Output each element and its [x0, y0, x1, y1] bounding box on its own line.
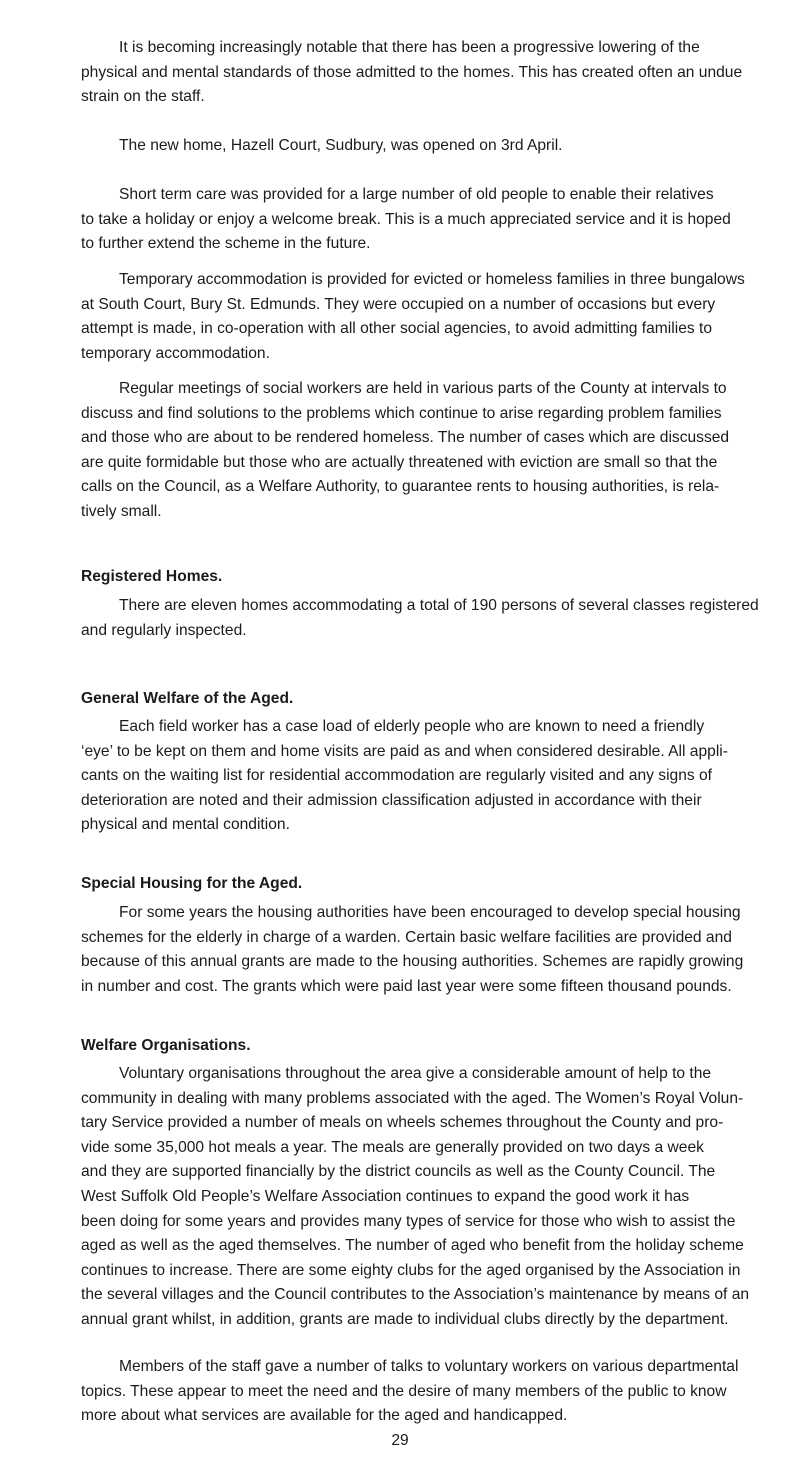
text-line: There are eleven homes accommodating a total of 190 persons of several classes registered [119, 597, 759, 614]
paragraph-general-welfare [81, 715, 753, 838]
section-heading-special-housing: Special Housing for the Aged. [81, 875, 303, 892]
text-line: schemes for the elderly in charge of a warden. Certain basic welfare facilities are provided and [81, 928, 732, 946]
text-line: tively small. [81, 502, 162, 520]
text-line: ‘eye’ to be kept on them and home visits are paid as and when considered desirable. All appli- [81, 742, 728, 760]
text-line: physical and mental standards of those admitted to the homes. This has created often an undue [81, 63, 743, 81]
text-line: and those who are about to be rendered homeless. The number of cases which are discussed [81, 429, 730, 447]
paragraph-staff-talks [81, 1355, 753, 1429]
text-line: to further extend the scheme in the future. [81, 235, 371, 253]
text-line: strain on the staff. [81, 88, 205, 106]
text-line: more about what services are available for the aged and handicapped. [81, 1407, 568, 1425]
text-line: annual grant whilst, in addition, grants are made to individual clubs directly by the department. [81, 1310, 729, 1328]
paragraph-lowering-standards [81, 36, 753, 110]
text-line: and regularly inspected. [81, 621, 247, 639]
text-line: Members of the staff gave a number of talks to voluntary workers on various departmental [119, 1358, 739, 1375]
paragraph-regular-meetings [81, 377, 753, 525]
paragraph-hazell-court [81, 134, 753, 159]
text-line: Each field worker has a case load of elderly people who are known to need a friendly [119, 718, 705, 735]
text-line: attempt is made, in co-operation with all other social agencies, to avoid admitting families to [81, 320, 712, 338]
text-line: The new home, Hazell Court, Sudbury, was opened on 3rd April. [119, 137, 563, 154]
text-line: Regular meetings of social workers are held in various parts of the County at intervals to [119, 380, 727, 397]
paragraph-welfare-organisations [81, 1062, 753, 1333]
text-line: discuss and find solutions to the problems which continue to arise regarding problem families [81, 404, 722, 422]
text-line: because of this annual grants are made to the housing authorities. Schemes are rapidly growing [81, 953, 744, 971]
text-line: Voluntary organisations throughout the area give a considerable amount of help to the [119, 1065, 712, 1082]
text-line: calls on the Council, as a Welfare Authority, to guarantee rents to housing authorities, is rela- [81, 478, 720, 496]
text-line: Short term care was provided for a large number of old people to enable their relatives [119, 186, 714, 203]
paragraph-short-term-care [81, 183, 753, 257]
paragraph-temporary-accommodation [81, 268, 753, 366]
page-number: 29 [391, 1432, 409, 1449]
text-line: are quite formidable but those who are actually threatened with eviction are small so that the [81, 453, 718, 471]
text-line: deterioration are noted and their admission classification adjusted in accordance with their [81, 791, 702, 809]
text-line: vide some 35,000 hot meals a year. The meals are generally provided on two days a week [81, 1138, 704, 1156]
text-line: temporary accommodation. [81, 344, 270, 362]
text-line: at South Court, Bury St. Edmunds. They were occupied on a number of occasions but every [81, 295, 716, 313]
text-line: the several villages and the Council contributes to the Association’s maintenance by means of an [81, 1286, 750, 1304]
text-line: For some years the housing authorities have been encouraged to develop special housing [119, 904, 741, 921]
section-heading-welfare-organisations: Welfare Organisations. [81, 1037, 251, 1054]
paragraph-special-housing [81, 901, 753, 999]
text-line: cants on the waiting list for residential accommodation are regularly visited and any signs of [81, 767, 713, 785]
text-line: tary Service provided a number of meals on wheels schemes throughout the County and pro- [81, 1114, 724, 1132]
text-line: in number and cost. The grants which were paid last year were some fifteen thousand pounds. [81, 977, 732, 995]
text-line: continues to increase. There are some eighty clubs for the aged organised by the Association in [81, 1261, 741, 1279]
text-line: physical and mental condition. [81, 816, 290, 834]
text-line: and they are supported financially by the district councils as well as the County Council. The [81, 1163, 716, 1181]
section-heading-registered-homes: Registered Homes. [81, 568, 223, 585]
paragraph-registered-homes [81, 594, 759, 643]
text-line: been doing for some years and provides many types of service for those who wish to assist the [81, 1212, 736, 1230]
text-line: community in dealing with many problems associated with the aged. The Women’s Royal Volun- [81, 1089, 744, 1107]
text-line: topics. These appear to meet the need and the desire of many members of the public to know [81, 1382, 727, 1400]
section-heading-general-welfare: General Welfare of the Aged. [81, 690, 294, 707]
text-line: Temporary accommodation is provided for evicted or homeless families in three bungalows [119, 271, 745, 288]
text-line: West Suffolk Old People’s Welfare Association continues to expand the good work it has [81, 1187, 690, 1205]
text-line: It is becoming increasingly notable that there has been a progressive lowering of the [119, 39, 700, 56]
text-line: to take a holiday or enjoy a welcome break. This is a much appreciated service and it is hoped [81, 210, 731, 228]
text-line: aged as well as the aged themselves. The number of aged who benefit from the holiday scheme [81, 1237, 744, 1255]
